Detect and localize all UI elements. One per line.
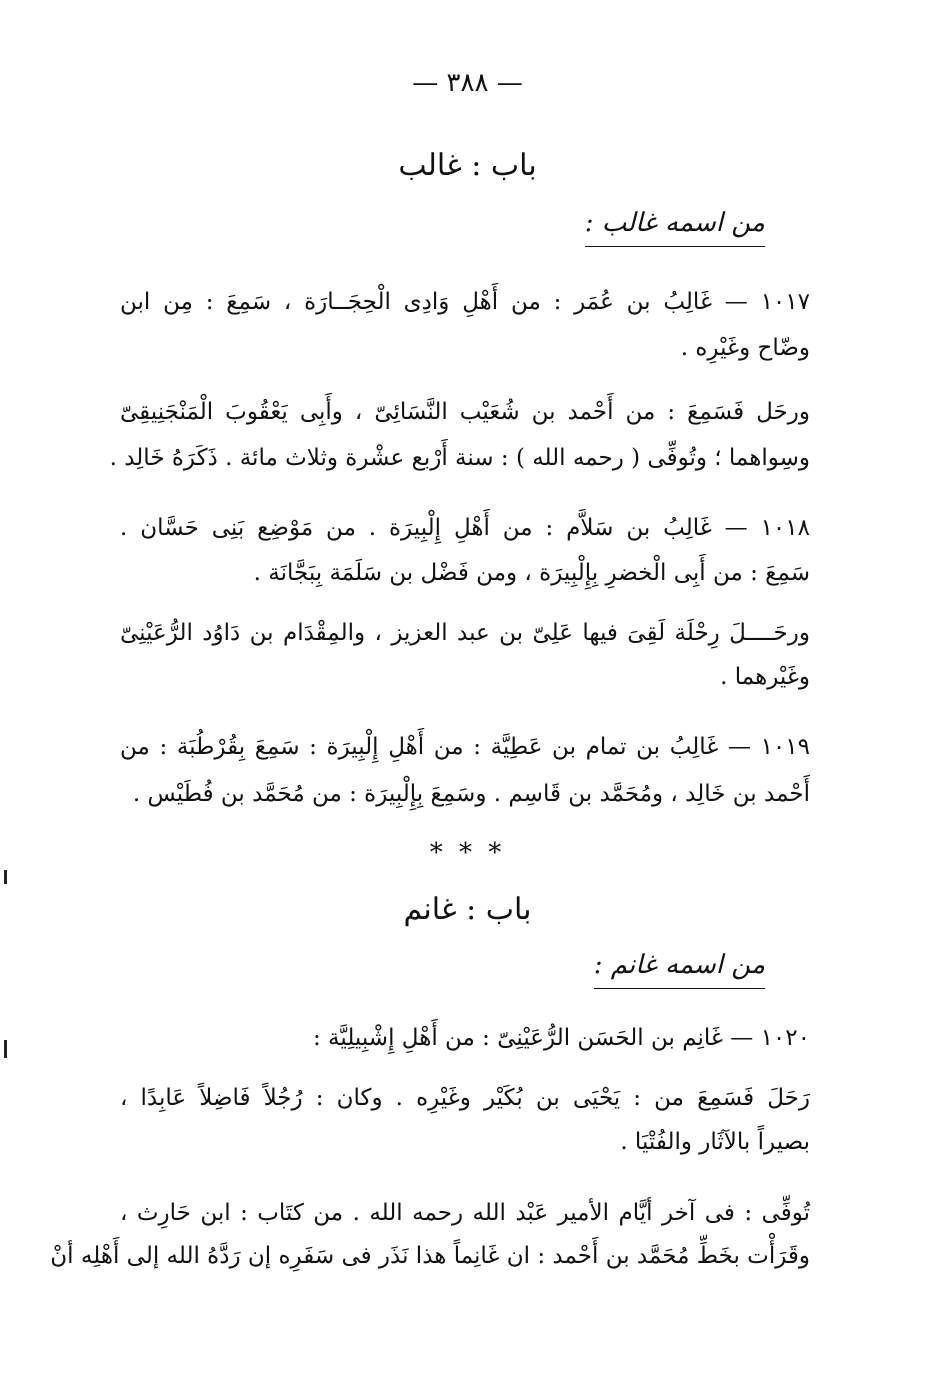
text-line-14: تُوفِّى : فى آخر أيَّام الأمير عَبْد الله رحمه الله . من كتَاب : ابن حَارِث ،: [120, 1200, 810, 1226]
scan-edge-mark: [4, 1040, 7, 1058]
text-line-9: ١٠١٩ — غَالِبُ بن تمام بن عَطِيَّة : من أَهْلِ إِلْبِيرَة : سَمِعَ بِقُرْطُبَة : من: [120, 734, 810, 760]
text-line-10: أَحْمد بن خَالِد ، ومُحَمَّد بن قَاسِم . وسَمِعَ بِإِلْبِيرَة : من مُحَمَّد بن فُطَيْس .: [132, 781, 810, 807]
text-line-2: وضّاح وغَيْرِه .: [680, 335, 810, 361]
text-line-15: وقَرَأْت بخَطِّ مُحَمَّد بن أَحْمد : ان غَانِماً هذا نَذَر فى سَفَرِه إن رَدَّهُ الله إلى أَهْلِه أنْ: [50, 1243, 810, 1269]
scan-edge-mark: [4, 870, 7, 884]
text-line-8: وغَيْرهما .: [720, 664, 810, 690]
text-line-6: سَمِعَ : من أَبِى الْخضرِ بِإِلْبِيرَة ، ومن فَضْل بن سَلَمَة بِبَجَّانَة .: [253, 560, 810, 586]
section-separator: * * *: [429, 838, 506, 868]
page-number: — ٣٨٨ —: [412, 68, 523, 98]
text-line-4: وسِواهما ؛ وتُوفِّى ( رحمه الله ) : سنة أَرْبع عشْرة وثلاث مائة . ذَكَرَهُ خَالِد .: [109, 445, 810, 471]
text-line-12: رَحَلَ فَسَمِعَ من : يَحْيَى بن بُكَيْر وغَيْرِه . وكان : رُجُلاً فَاضِلاً عَابِدًا ،: [120, 1085, 810, 1111]
chapter-heading-ghalib: باب : غالب: [398, 148, 537, 183]
text-line-13: بصيراً بالآثَار والفُتْيَا .: [620, 1129, 810, 1155]
text-line-1: ١٠١٧ — غَالِبُ بن عُمَر : من أَهْلِ وَادِى الْحِجَــارَة ، سَمِعَ : مِن ابن: [120, 289, 810, 315]
text-line-7: ورحَــــلَ رِحْلَة لَقِىَ فيها عَلِىّ بن عبد العزيز ، والمِقْدَام بن دَاوُد الرُّعَيْنِىّ: [120, 620, 810, 646]
section-heading-ghanim: من اسمه غانم :: [594, 950, 765, 989]
section-heading-ghalib: من اسمه غالب :: [585, 208, 765, 247]
text-line-5: ١٠١٨ — غَالِبُ بن سَلاَّم : من أَهْلِ إِلْبِيرَة . من مَوْضِع بَنِى حَسَّان .: [120, 515, 810, 541]
text-line-11: ١٠٢٠ — غَانِم بن الحَسَن الرُّعَيْنِىّ : من أَهْلِ إِشْبِيلِيَّة :: [312, 1025, 810, 1051]
text-line-3: ورحَل فَسَمِعَ : من أَحْمد بن شُعَيْب النَّسَائِىّ ، وأَبِى يَعْقُوبَ الْمَنْجَنِيقِىّ: [120, 399, 810, 425]
chapter-heading-ghanim: باب : غانم: [403, 892, 532, 927]
